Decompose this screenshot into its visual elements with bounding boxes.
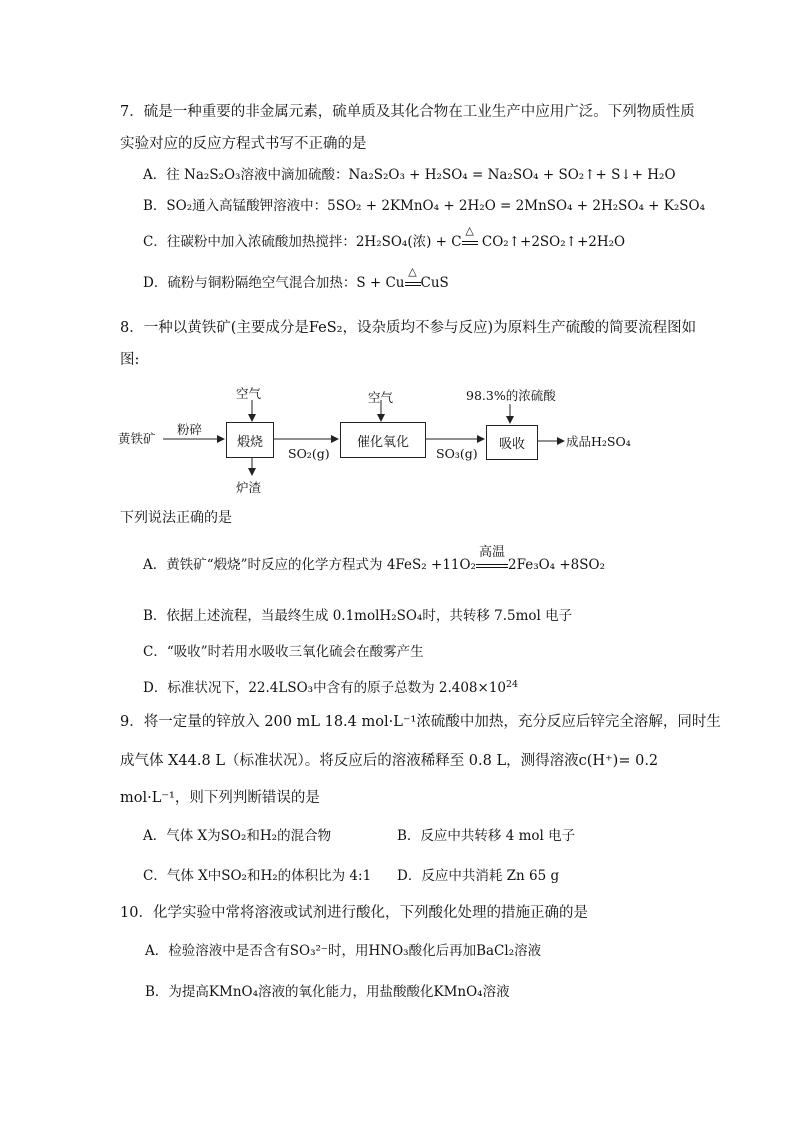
q10-option-b: B．为提高KMnO₄溶液的氧化能力，用盐酸酸化KMnO₄溶液 <box>145 984 510 1000</box>
q8-option-a-left: A．黄铁矿“煅烧”时反应的化学方程式为 4FeS₂ +11O₂ <box>143 557 476 573</box>
q8-option-a-right: 2Fe₃O₄ +8SO₂ <box>507 557 606 573</box>
q7-option-d-left: D．硫粉与铜粉隔绝空气混合加热：S + Cu <box>143 275 405 291</box>
q9-option-b: B．反应中共转移 4 mol 电子 <box>397 828 576 844</box>
q7-option-c-right: CO₂↑+2SO₂↑+2H₂O <box>477 234 626 250</box>
q8-option-b: B．依据上述流程，当最终生成 0.1molH₂SO₄时，共转移 7.5mol 电子 <box>143 608 573 624</box>
q8-stem-line1: 8．一种以黄铁矿(主要成分是FeS₂，设杂质均不参与反应)为原料生产硫酸的简要流程图如 <box>120 320 697 336</box>
q8-option-d <box>143 678 518 698</box>
box-roasting: 煅烧 <box>226 422 274 458</box>
q8-option-d-text: D．标准状况下，22.4LSO₃中含有的原子总数为 2.408×10 <box>143 680 507 696</box>
high-temperature-label: 高温 <box>478 545 505 560</box>
box-absorption: 吸收 <box>486 425 538 460</box>
q9-stem-line2: 成气体 X44.8 L（标准状况）。将反应后的溶液稀释至 0.8 L，测得溶液c(H⁺)= 0.2 <box>120 753 659 769</box>
q7-option-b: B．SO₂通入高锰酸钾溶液中：5SO₂ + 2KMnO₄ + 2H₂O = 2MnSO₄ + 2H₂SO₄ + K₂SO₄ <box>143 198 706 214</box>
q7-stem-line1: 7．硫是一种重要的非金属元素，硫单质及其化合物在工业生产中应用广泛。下列物质性质 <box>120 104 695 120</box>
q7-c-condition <box>462 224 478 252</box>
q8-a-condition <box>476 545 508 575</box>
label-crush: 粉碎 <box>177 422 203 437</box>
q8-lead: 下列说法正确的是 <box>120 510 232 526</box>
q10-option-a: A．检验溶液中是否含有SO₃²⁻时，用HNO₃酸化后再加BaCl₂溶液 <box>145 943 542 959</box>
double-line-icon <box>405 282 421 286</box>
q7-stem-line2: 实验对应的反应方程式书写不正确的是 <box>120 136 367 152</box>
q9-option-a: A．气体 X为SO₂和H₂的混合物 <box>143 828 332 844</box>
label-slag: 炉渣 <box>236 480 262 495</box>
q9-option-d: D．反应中共消耗 Zn 65 g <box>397 868 560 884</box>
q9-stem-line3: mol·L⁻¹，则下列判断错误的是 <box>120 790 320 806</box>
q7-d-condition <box>405 265 421 293</box>
process-flow-diagram <box>118 378 678 498</box>
q7-option-d-right: CuS <box>420 275 449 291</box>
label-raw-material: 黄铁矿 <box>118 431 156 446</box>
label-so2: SO₂(g) <box>288 446 330 461</box>
q8-stem-line2: 图: <box>120 352 140 368</box>
double-line-icon <box>476 564 508 568</box>
label-air-2: 空气 <box>368 390 394 405</box>
heat-symbol-icon: △ <box>408 265 417 278</box>
heat-symbol-icon: △ <box>465 224 474 237</box>
q10-stem: 10．化学实验中常将溶液或试剂进行酸化，下列酸化处理的措施正确的是 <box>120 905 588 921</box>
double-line-icon <box>462 241 478 245</box>
q8-option-d-exponent: 24 <box>506 678 519 690</box>
q7-option-d <box>143 265 449 293</box>
label-concentrated-acid: 98.3%的浓硫酸 <box>466 388 556 403</box>
label-air-1: 空气 <box>236 386 262 401</box>
q8-option-c: C．“吸收”时若用水吸收三氧化硫会在酸雾产生 <box>143 644 424 660</box>
q8-option-a <box>143 545 606 575</box>
q7-option-a: A．往 Na₂S₂O₃溶液中滴加硫酸：Na₂S₂O₃ + H₂SO₄ = Na₂SO₄ + SO₂↑+ S↓+ H₂O <box>143 167 676 183</box>
q7-option-c <box>143 224 626 252</box>
q7-option-c-left: C．往碳粉中加入浓硫酸加热搅拌：2H₂SO₄(浓) + C <box>143 234 462 250</box>
label-product: 成品H₂SO₄ <box>566 434 631 449</box>
q9-stem-line1: 9．将一定量的锌放入 200 mL 18.4 mol·L⁻¹浓硫酸中加热，充分反应后锌完全溶解，同时生 <box>120 714 721 730</box>
q9-option-c: C．气体 X中SO₂和H₂的体积比为 4:1 <box>143 868 372 884</box>
box-catalytic-oxidation: 催化氧化 <box>340 422 426 458</box>
label-so3: SO₃(g) <box>436 446 478 461</box>
